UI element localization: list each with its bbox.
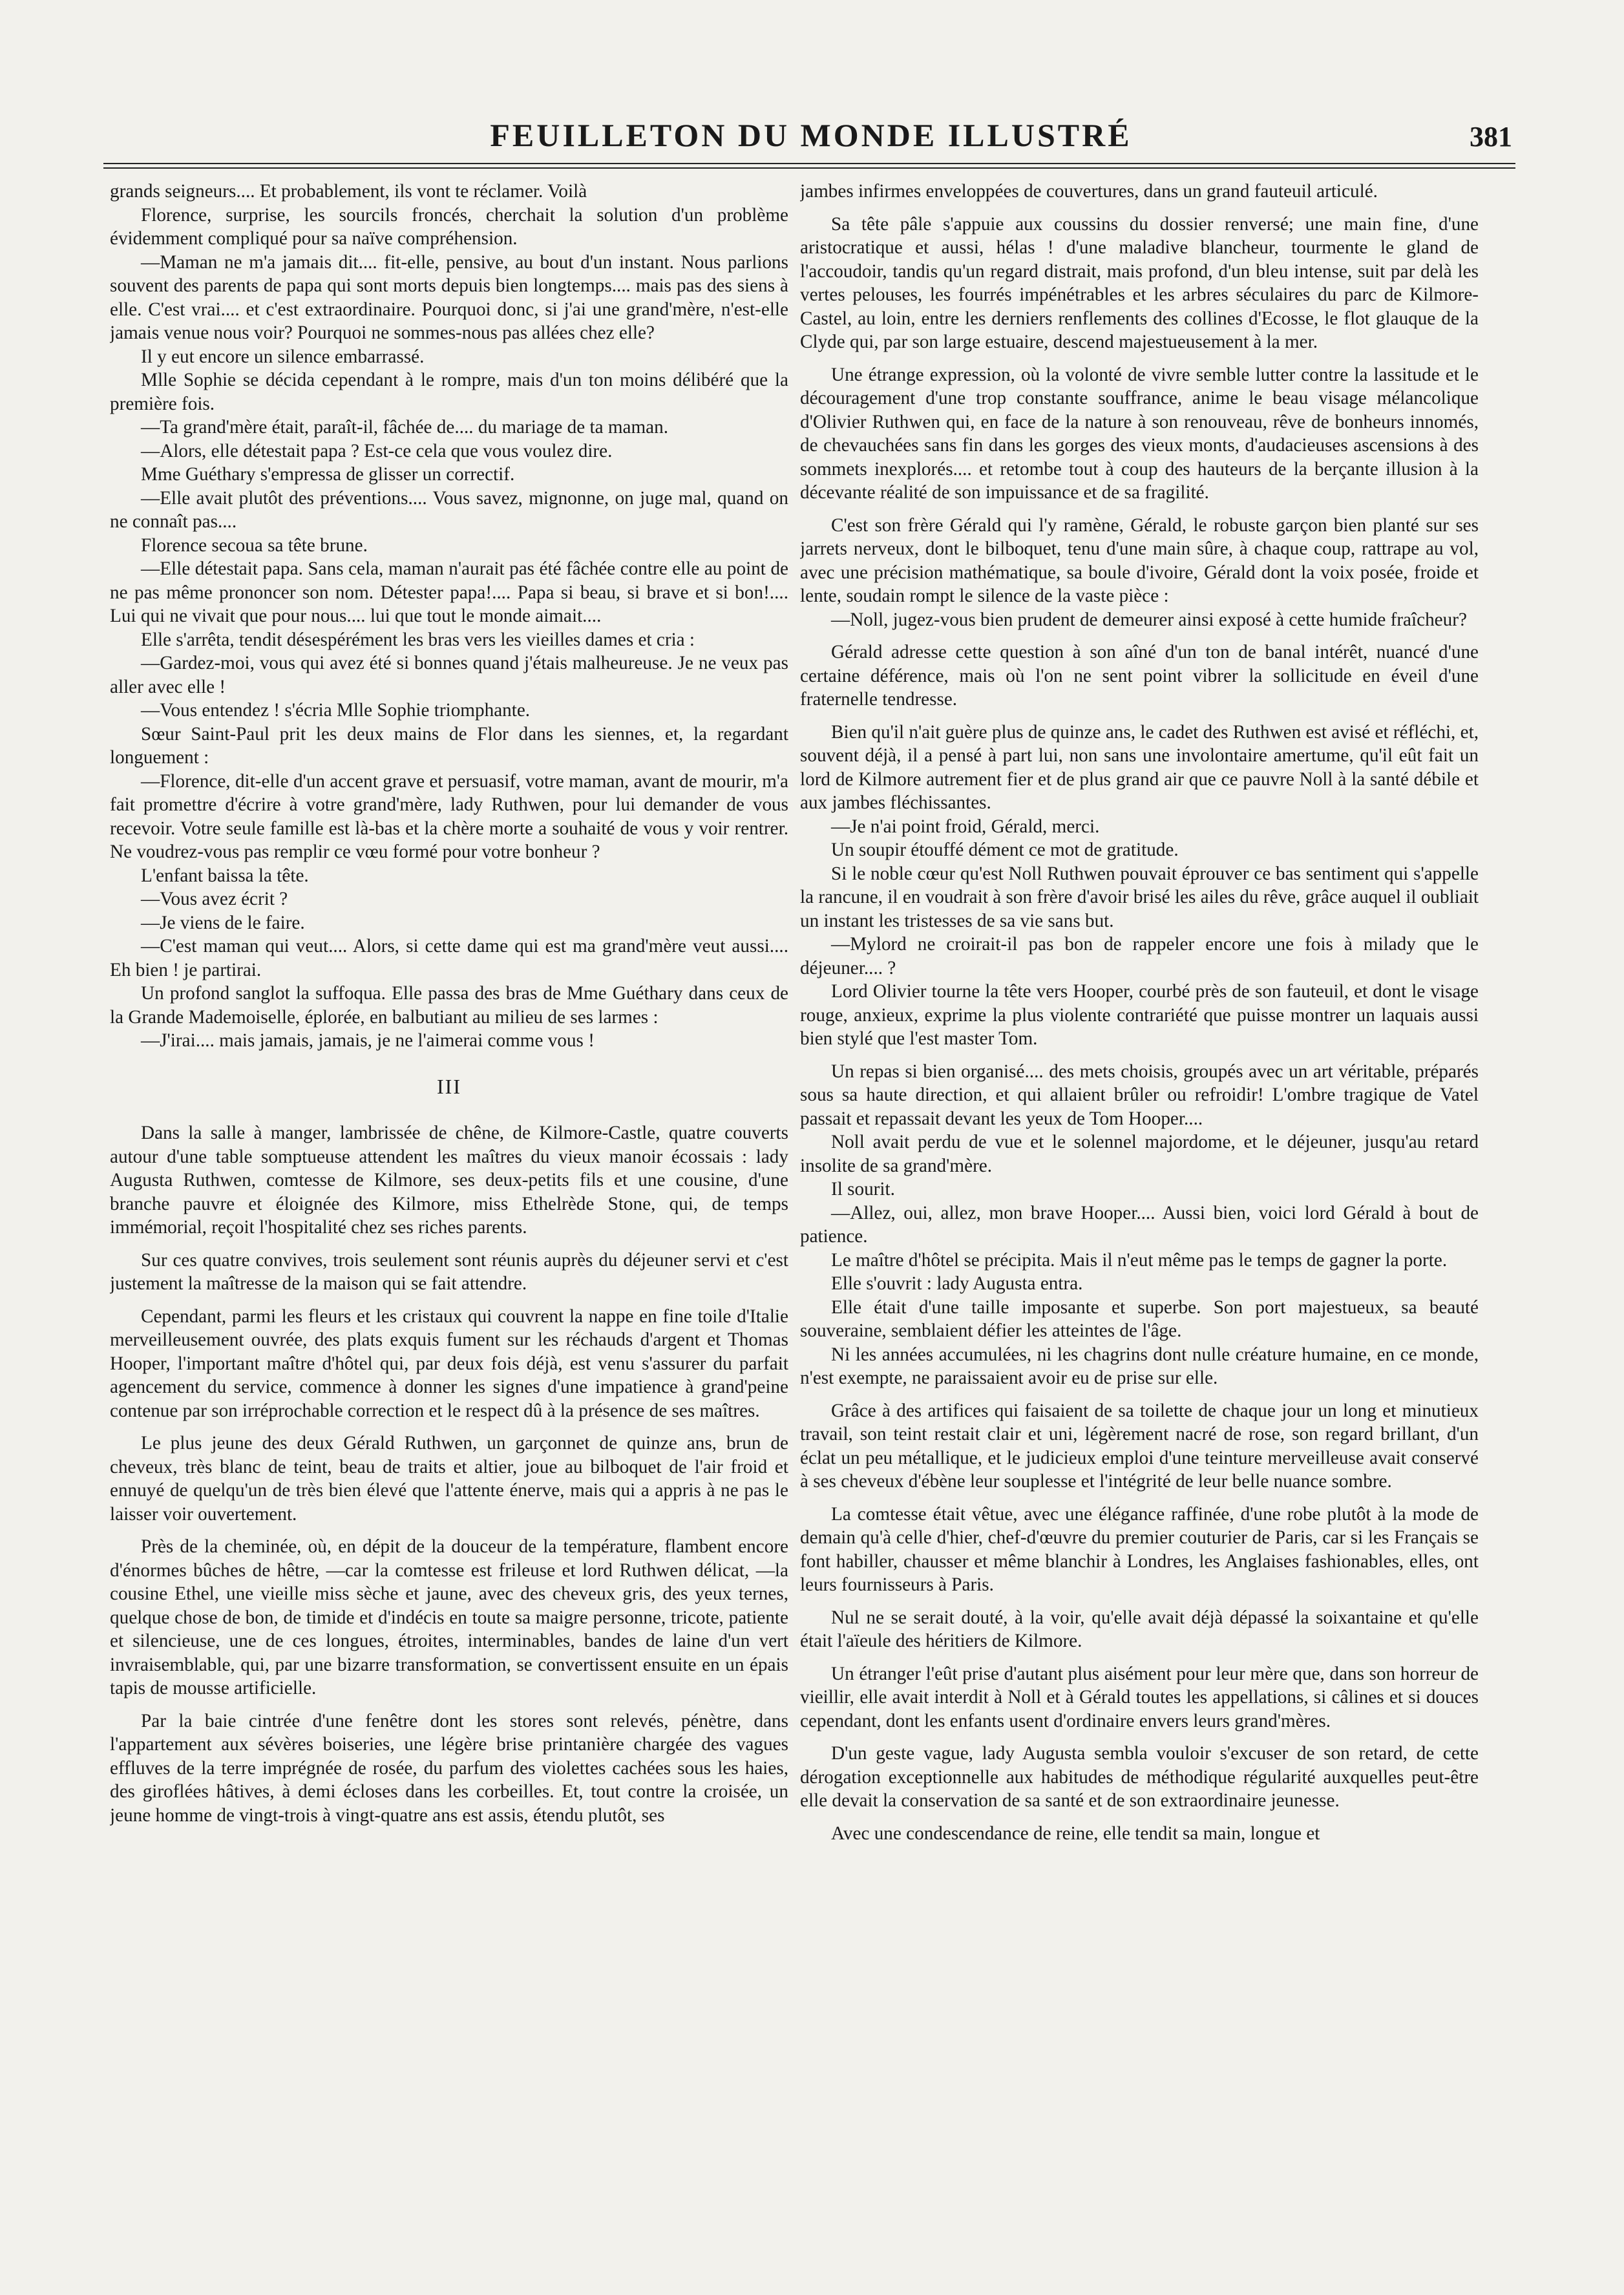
paragraph: —Alors, elle détestait papa ? Est-ce cela que vous voulez dire. [141, 440, 613, 461]
paragraph: Sur ces quatre convives, trois seulement sont réunis auprès du déjeuner servi et c'est justement la maîtresse de la maison qui se fait attendre. [110, 1249, 788, 1294]
right-column-text [800, 180, 1479, 1845]
paragraph: Florence, surprise, les sourcils froncés, cherchait la solution d'un problème évidemment compliqué pour sa naïve compréhension. [110, 204, 788, 249]
paragraph: Bien qu'il n'ait guère plus de quinze ans, le cadet des Ruthwen est avisé et réfléchi, et, souvent déjà, il a pensé à part lui, non sans une involontaire amertume, qu'il eût fait un lord de Kilmore autrement fier et de plus grand air que ce pauvre Noll à la santé débile et aux jambes fléchissantes. [800, 721, 1479, 813]
paragraph: Il y eut encore un silence embarrassé. [141, 346, 425, 367]
paragraph: Elle s'arrêta, tendit désespérément les bras vers les vieilles dames et cria : [141, 629, 695, 650]
paragraph: Nul ne se serait douté, à la voir, qu'elle avait déjà dépassé la soixantaine et qu'elle était l'aïeule des héritiers de Kilmore. [800, 1607, 1479, 1651]
paragraph: L'enfant baissa la tête. [141, 865, 309, 886]
paragraph: —Mylord ne croirait-il pas bon de rappeler encore une fois à milady que le déjeuner.... ? [800, 934, 1479, 978]
paragraph: Il sourit. [831, 1179, 895, 1200]
paragraph: Ni les années accumulées, ni les chagrins dont nulle créature humaine, en ce monde, n'est exempte, ne paraissaient avoir eu de prise sur elle. [800, 1344, 1479, 1388]
paragraph: Près de la cheminée, où, en dépit de la douceur de la température, flambent encore d'énormes bûches de hêtre, —car la comtesse est frileuse et lord Ruthwen délicat, —la cousine Ethel, une vieille miss sèche et jaune, avec des cheveux gris, des yeux ternes, quelque chose de bon, de timide et d'indécis en toute sa maigre personne, tricote, patiente et silencieuse, une de ces longues, étroites, interminables, bandes de laine d'un vert invraisemblable, qui, par une bizarre transformation, se convertissent ensuite en un épais tapis de mousse artificielle. [110, 1536, 788, 1698]
paragraph: La comtesse était vêtue, avec une élégance raffinée, d'une robe plutôt à la mode de demain qu'à celle d'hier, chef-d'œuvre du premier couturier de Paris, car si les Français se font habiller, chausser et même blanchir à Londres, les Anglaises fashionables, elles, ont leurs fournisseurs à Paris. [800, 1503, 1479, 1595]
header-rule-top [103, 163, 1515, 164]
paragraph: Mlle Sophie se décida cependant à le rompre, mais d'un ton moins délibéré que la première fois. [110, 370, 788, 414]
paragraph: Elle s'ouvrit : lady Augusta entra. [831, 1273, 1083, 1294]
paragraph: Dans la salle à manger, lambrissée de chêne, de Kilmore-Castle, quatre couverts autour d'une table somptueuse attendent les maîtres du vieux manoir écossais : lady Augusta Ruthwen, comtesse de Kilmore, ses deux-petits fils et une cousine, d'une branche pauvre et éloignée des Kilmore, miss Ethelrède Stone, qui, de temps immémorial, reçoit l'hospitalité chez ses riches parents. [110, 1123, 788, 1238]
paragraph: —Ta grand'mère était, paraît-il, fâchée de.... du mariage de ta maman. [141, 417, 669, 438]
paragraph: —J'irai.... mais jamais, jamais, je ne l'aimerai comme vous ! [141, 1030, 595, 1051]
page-header [110, 116, 1512, 155]
page-number: 381 [1470, 121, 1512, 153]
paragraph: Par la baie cintrée d'une fenêtre dont les stores sont relevés, pénètre, dans l'appartement aux sévères boiseries, une légère brise printanière chargée des vagues effluves de la terre imprégnée de rosée, du parfum des violettes cachées sous les haies, des giroflées hâtives, à demi écloses dans les corbeilles. Et, tout contre la croisée, un jeune homme de vingt-trois à vingt-quatre ans est assis, étendu plutôt, ses [110, 1710, 788, 1826]
paragraph: —Noll, jugez-vous bien prudent de demeurer ainsi exposé à cette humide fraîcheur? [831, 609, 1467, 630]
paragraph: Lord Olivier tourne la tête vers Hooper, courbé près de son fauteuil, et dont le visage rouge, anxieux, exprime la plus violente contrariété que puisse montrer un laquais aussi bien stylé que l'est master Tom. [800, 981, 1479, 1049]
left-column [110, 180, 788, 2241]
paragraph: —Maman ne m'a jamais dit.... fit-elle, pensive, au bout d'un instant. Nous parlions souvent des parents de papa qui sont morts depuis bien longtemps.... mais pas des siens à elle. C'est vrai.... et c'est extraordinaire. Pourquoi donc, si j'ai une grand'mère, n'est-elle jamais venue nous voir? Pourquoi ne sommes-nous pas allées chez elle? [110, 251, 788, 343]
paragraph: grands seigneurs.... Et probablement, ils vont te réclamer. Voilà [110, 181, 587, 202]
right-column [800, 180, 1479, 2241]
header-rule-bottom [103, 167, 1515, 169]
paragraph: —Je n'ai point froid, Gérald, merci. [831, 816, 1100, 837]
left-column-text-before [110, 180, 788, 1053]
paragraph: D'un geste vague, lady Augusta sembla vouloir s'excuser de son retard, de cette dérogation exceptionnelle aux habitudes de méthodique régularité auxquelles peut-être elle devait la conservation de sa santé et de son extraordinaire jeunesse. [800, 1743, 1479, 1811]
paragraph: —Vous entendez ! s'écria Mlle Sophie triomphante. [141, 700, 531, 721]
paragraph: Cependant, parmi les fleurs et les cristaux qui couvrent la nappe en fine toile d'Italie merveilleusement ouvrée, des plats exquis fument sur les réchauds d'argent et Thomas Hooper, l'important maître d'hôtel qui, par deux fois déjà, est venu s'assurer du parfait agencement du service, commence à donner les signes d'une impatience à grand'peine contenue par son irréprochable correction et le respect dû à la présence de ses maîtres. [110, 1306, 788, 1421]
paragraph: Avec une condescendance de reine, elle tendit sa main, longue et [831, 1823, 1320, 1844]
paragraph: Florence secoua sa tête brune. [141, 534, 368, 556]
paragraph: Grâce à des artifices qui faisaient de sa toilette de chaque jour un long et minutieux travail, son teint restait clair et uni, légèrement nacré de rose, son regard brillant, d'un éclat un peu métallique, et le judicieux emploi d'une teinture merveilleuse avait conservé à ses cheveux d'ébène leur souplesse et l'intégrité de leur belle nuance sombre. [800, 1400, 1479, 1492]
paragraph: Un soupir étouffé dément ce mot de gratitude. [831, 840, 1179, 860]
paragraph: —C'est maman qui veut.... Alors, si cette dame qui est ma grand'mère veut aussi.... Eh bien ! je partirai. [110, 936, 788, 980]
paragraph: Un profond sanglot la suffoqua. Elle passa des bras de Mme Guéthary dans ceux de la Grande Mademoiselle, éplorée, en balbutiant au milieu de ses larmes : [110, 983, 788, 1028]
running-title: FEUILLETON DU MONDE ILLUSTRÉ [490, 117, 1132, 153]
paragraph: —Vous avez écrit ? [141, 889, 288, 909]
paragraph: Sa tête pâle s'appuie aux coussins du dossier renversé; une main fine, d'une aristocratique et aussi, hélas ! d'une maladive blancheur, tourmente le gland de l'accoudoir, tandis qu'un regard distrait, mais profond, d'un bleu intense, suit par delà les vertes pelouses, les fourrés impénétrables et les arbres séculaires du parc de Kilmore-Castel, au loin, entre les derniers renflements des collines d'Ecosse, le flot glauque de la Clyde qui, par son large estuaire, descend majestueusement à la mer. [800, 213, 1479, 352]
paragraph: jambes infirmes enveloppées de couvertures, dans un grand fauteuil articulé. [800, 181, 1378, 202]
paragraph: Mme Guéthary s'empressa de glisser un correctif. [141, 464, 515, 485]
paragraph: —Je viens de le faire. [141, 912, 305, 933]
paragraph: Une étrange expression, où la volonté de vivre semble lutter contre la lassitude et le découragement d'une trop constante souffrance, anime le beau visage mélancolique d'Olivier Ruthwen qui, en face de la nature à son renouveau, rêve de bonheurs innomés, de chevauchées sans fin dans les gorges des vieux monts, d'audacieuses ascensions à des sommets inexplorés.... et retombe tout à coup des hauteurs de la berçante illusion à la décevante réalité de son impuissance et de sa fragilité. [800, 364, 1479, 503]
paragraph: Noll avait perdu de vue et le solennel majordome, et le déjeuner, jusqu'au retard insolite de sa grand'mère. [800, 1132, 1479, 1176]
paragraph: Si le noble cœur qu'est Noll Ruthwen pouvait éprouver ce bas sentiment qui s'appelle la rancune, il en voudrait à son frère d'avoir brisé les ailes du rêve, grâce auquel il oubliait un instant les tristesses de sa vie sans but. [800, 863, 1479, 931]
paragraph: —Elle avait plutôt des préventions.... Vous savez, mignonne, on juge mal, quand on ne connaît pas.... [110, 487, 788, 532]
paragraph: Elle était d'une taille imposante et superbe. Son port majestueux, sa beauté souveraine, semblaient défier les atteintes de l'âge. [800, 1296, 1479, 1341]
paragraph: —Elle détestait papa. Sans cela, maman n'aurait pas été fâchée contre elle au point de ne pas même prononcer son nom. Détester papa!.... Papa si beau, si brave et si bon!.... Lui qui ne vivait que pour nous.... lui que tout le monde aimait.... [110, 558, 788, 626]
paragraph: —Florence, dit-elle d'un accent grave et persuasif, votre maman, avant de mourir, m'a fait promettre d'écrire à votre grand'mère, lady Ruthwen, pour lui demander de vous recevoir. Votre seule famille est là-bas et la chère morte a souhaité de vous y voir rentrer. Ne voudrez-vous pas remplir ce vœu formé pour votre bonheur ? [110, 770, 788, 862]
paragraph: —Gardez-moi, vous qui avez été si bonnes quand j'étais malheureuse. Je ne veux pas aller avec elle ! [110, 653, 788, 697]
paragraph: Sœur Saint-Paul prit les deux mains de Flor dans les siennes, et, la regardant longuement : [110, 723, 788, 768]
paragraph: —Allez, oui, allez, mon brave Hooper.... Aussi bien, voici lord Gérald à bout de patience. [800, 1202, 1479, 1247]
paragraph: Le plus jeune des deux Gérald Ruthwen, un garçonnet de quinze ans, brun de cheveux, très blanc de teint, beau de traits et altier, joue au bilboquet de l'air froid et ennuyé de quelqu'un de très bien élevé que l'attente énerve, mais qui a appris à ne pas le laisser voir ouvertement. [110, 1433, 788, 1525]
paragraph: C'est son frère Gérald qui l'y ramène, Gérald, le robuste garçon bien planté sur ses jarrets nerveux, dont le bilboquet, tenu d'une main sûre, à chaque coup, rattrape au vol, avec une précision mathématique, sa boule d'ivoire, Gérald dont la voix posée, froide et lente, soudain rompt le silence de la vaste pièce : [800, 514, 1479, 606]
section-heading: III [437, 1074, 461, 1098]
paragraph: Gérald adresse cette question à son aîné d'un ton de banal intérêt, nuancé d'une certaine déférence, mais où l'on ne sent point vibrer la sollicitude en éveil d'une fraternelle tendresse. [800, 642, 1479, 710]
paragraph: Un étranger l'eût prise d'autant plus aisément pour leur mère que, dans son horreur de vieillir, elle avait interdit à Noll et à Gérald toutes les appellations, si câlines et si douces cependant, dont les enfants usent d'ordinaire envers leurs grand'mères. [800, 1663, 1479, 1731]
left-column-text-after [110, 1121, 788, 1827]
paragraph: Un repas si bien organisé.... des mets choisis, groupés avec un art véritable, préparés sous sa haute direction, et qui allaient brûler ou refroidir! L'ombre tragique de Vatel passait et repassait devant les yeux de Tom Hooper.... [800, 1061, 1479, 1129]
paragraph: Le maître d'hôtel se précipita. Mais il n'eut même pas le temps de gagner la porte. [831, 1249, 1448, 1271]
